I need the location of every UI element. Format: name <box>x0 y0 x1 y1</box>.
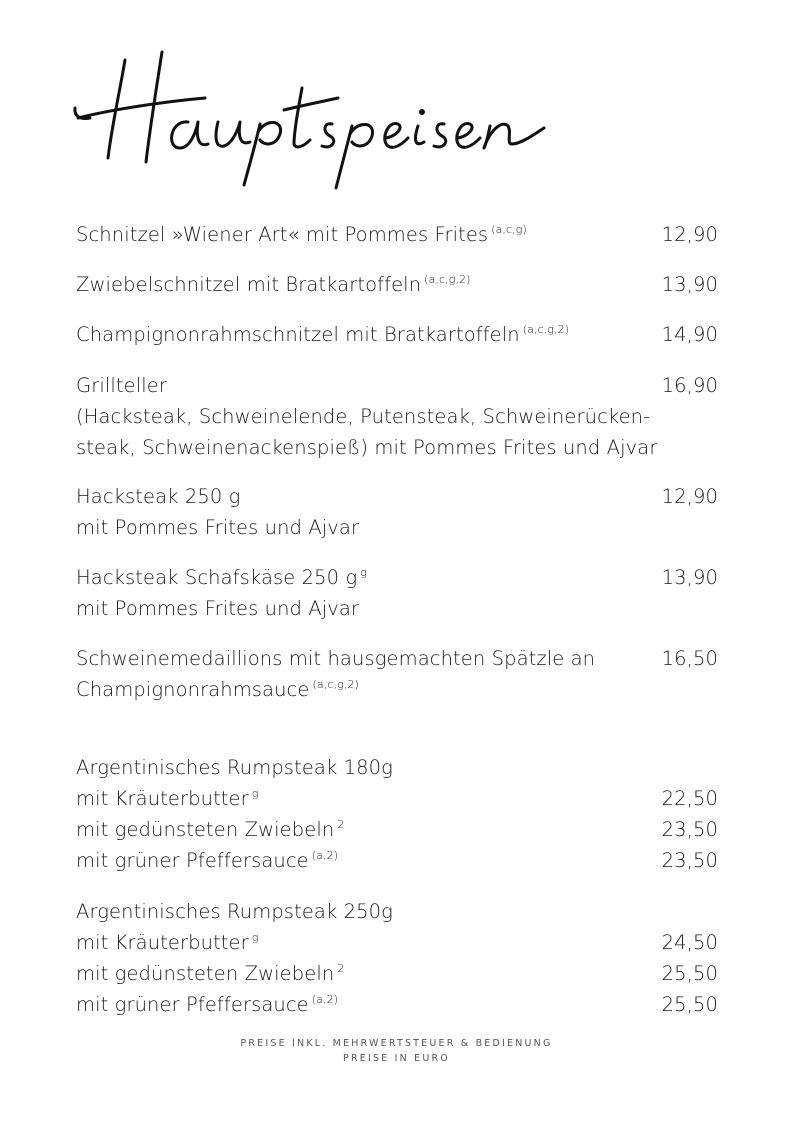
dish-text: steak, Schweinenackenspieß) mit Pommes Frites und Ajvar <box>76 436 658 459</box>
page-title <box>70 40 590 190</box>
dish-text: Argentinisches Rumpsteak 180g <box>76 756 393 779</box>
dish-text: mit Pommes Frites und Ajvar <box>76 597 360 620</box>
dish-text: mit Pommes Frites und Ajvar <box>76 516 360 539</box>
dish-price: 25,50 <box>661 993 718 1016</box>
allergen-note: (a,c,g,2) <box>424 273 471 286</box>
menu-item-line <box>76 432 718 463</box>
dish-text: Grillteller <box>76 374 167 397</box>
dish-price: 23,50 <box>661 818 718 841</box>
allergen-note: 2 <box>337 962 345 975</box>
dish-text: mit gedünsteten Zwiebeln <box>76 962 335 985</box>
menu-item-line <box>76 845 718 876</box>
menu-item-line <box>76 814 718 845</box>
menu-item-line <box>76 562 718 593</box>
allergen-note: 2 <box>337 818 345 831</box>
dish-price: 13,90 <box>661 273 718 296</box>
dish-price: 16,50 <box>661 647 718 670</box>
dish-price: 25,50 <box>661 962 718 985</box>
menu-item-line <box>76 896 718 927</box>
allergen-note: g <box>360 566 367 579</box>
menu-item-line <box>76 219 718 250</box>
menu-item <box>76 896 718 1020</box>
dish-text: Hacksteak 250 g <box>76 485 241 508</box>
dish-text: Schweinemedaillions mit hausgemachten Spätzle an <box>76 647 596 670</box>
menu-item-line <box>76 401 718 432</box>
dish-price: 22,50 <box>661 787 718 810</box>
menu-item <box>76 643 718 705</box>
dish-price: 13,90 <box>661 566 718 589</box>
menu-item-line <box>76 269 718 300</box>
dish-text: Zwiebelschnitzel mit Bratkartoffeln <box>76 273 422 296</box>
menu-item-line <box>76 370 718 401</box>
dish-text: mit Kräuterbutter <box>76 931 249 954</box>
menu-item <box>76 752 718 876</box>
dish-text: Argentinisches Rumpsteak 250g <box>76 900 393 923</box>
menu-item-line <box>76 783 718 814</box>
allergen-note: (a,2) <box>311 849 339 862</box>
allergen-note: (a,2) <box>311 993 339 1006</box>
menu-item-line <box>76 512 718 543</box>
menu-item-line <box>76 674 718 705</box>
script-title-lettering <box>70 40 590 190</box>
menu-item <box>76 269 718 300</box>
dish-price: 12,90 <box>661 485 718 508</box>
menu-item-line <box>76 927 718 958</box>
allergen-note: (a,c,g,2) <box>522 323 570 336</box>
dish-text: mit gedünsteten Zwiebeln <box>76 818 335 841</box>
allergen-note: (a,c,g,2) <box>312 678 359 691</box>
footer-currency-note: PREISE IN EURO <box>343 1053 450 1064</box>
dish-text: Champignonrahmsauce <box>76 678 310 701</box>
dish-price: 14,90 <box>661 323 718 346</box>
dish-text: mit grüner Pfeffersauce <box>76 849 309 872</box>
dish-text: (Hacksteak, Schweinelende, Putensteak, Schweinerücken- <box>76 405 651 428</box>
dish-text: Champignonrahmschnitzel mit Bratkartoffeln <box>76 323 520 346</box>
menu-list <box>76 219 718 1020</box>
dish-text: mit grüner Pfeffersauce <box>76 993 309 1016</box>
dish-price: 23,50 <box>661 849 718 872</box>
menu-item-line <box>76 752 718 783</box>
dish-text: Schnitzel »Wiener Art« mit Pommes Frites <box>76 223 489 246</box>
menu-item-line <box>76 989 718 1020</box>
dish-price: 24,50 <box>661 931 718 954</box>
menu-item <box>76 370 718 463</box>
menu-item-line <box>76 643 718 674</box>
menu-item <box>76 219 718 250</box>
allergen-note: g <box>251 931 259 944</box>
dish-price: 12,90 <box>661 223 718 246</box>
allergen-note: g <box>251 787 259 800</box>
menu-item-line <box>76 319 718 350</box>
menu-item-line <box>76 593 718 624</box>
footer-tax-note: PREISE INKL. MEHRWERTSTEUER & BEDIENUNG <box>240 1038 553 1049</box>
menu-item <box>76 562 718 624</box>
footer <box>0 1036 793 1066</box>
dish-text: Hacksteak Schafskäse 250 g <box>76 566 358 589</box>
allergen-note: (a,c,g) <box>491 223 527 236</box>
menu-item <box>76 481 718 543</box>
menu-item-line <box>76 481 718 512</box>
dish-price: 16,90 <box>661 374 718 397</box>
menu-item-line <box>76 958 718 989</box>
menu-item <box>76 319 718 350</box>
dish-text: mit Kräuterbutter <box>76 787 249 810</box>
